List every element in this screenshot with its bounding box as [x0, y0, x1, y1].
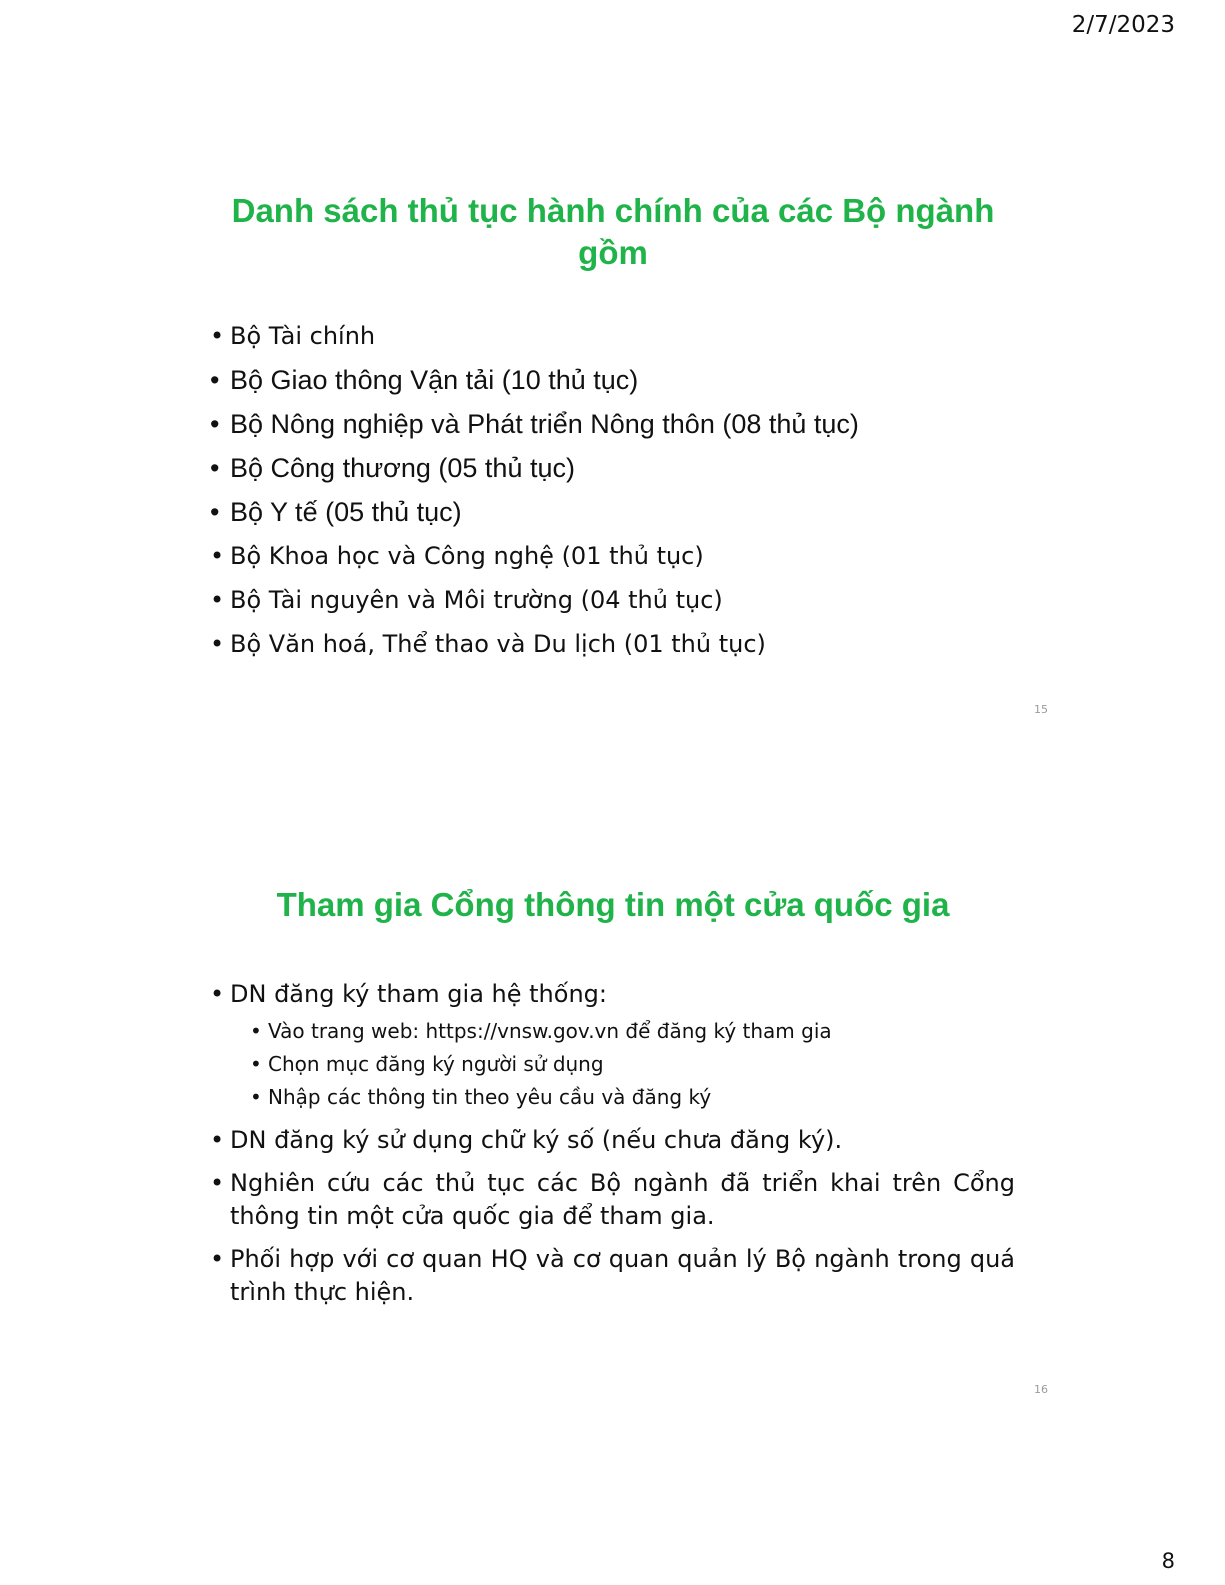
list-item: • Phối hợp với cơ quan HQ và cơ quan quản lý Bộ ngành trong quá trình thực hiện.	[210, 1243, 1015, 1309]
list-item: • Bộ Văn hoá, Thể thao và Du lịch (01 thủ tục)	[210, 622, 859, 666]
slide-number: 16	[1034, 1383, 1048, 1396]
slide-15	[168, 180, 1058, 730]
slide-title: Tham gia Cổng thông tin một cửa quốc gia	[276, 886, 950, 923]
list-item: • Nghiên cứu các thủ tục các Bộ ngành đã triển khai trên Cổng thông tin một cửa quốc gia để tham gia.	[210, 1167, 1015, 1233]
list-item: • Bộ Tài chính	[210, 314, 859, 358]
list-item: • Bộ Tài nguyên và Môi trường (04 thủ tục)	[210, 578, 859, 622]
sub-list	[230, 1015, 1015, 1114]
sub-list-item: • Vào trang web: https://vnsw.gov.vn để đăng ký tham gia	[250, 1015, 1015, 1048]
list-item-text: DN đăng ký tham gia hệ thống:	[230, 980, 607, 1008]
list-item: • Bộ Y tế (05 thủ tục)	[210, 490, 859, 534]
page-date: 2/7/2023	[1071, 12, 1175, 38]
slide-number: 15	[1034, 703, 1048, 716]
list-item	[210, 978, 1015, 1114]
sub-list-item: • Chọn mục đăng ký người sử dụng	[250, 1048, 1015, 1081]
participation-steps	[210, 978, 1015, 1319]
list-item: • DN đăng ký sử dụng chữ ký số (nếu chưa đăng ký).	[210, 1124, 1015, 1157]
list-item: • Bộ Khoa học và Công nghệ (01 thủ tục)	[210, 534, 859, 578]
list-item: • Bộ Giao thông Vận tải (10 thủ tục)	[210, 358, 859, 402]
list-item: • Bộ Nông nghiệp và Phát triển Nông thôn (08 thủ tục)	[210, 402, 859, 446]
page-number: 8	[1161, 1549, 1175, 1573]
sub-list-item: • Nhập các thông tin theo yêu cầu và đăng ký	[250, 1081, 1015, 1114]
ministry-list	[210, 314, 859, 666]
list-item: • Bộ Công thương (05 thủ tục)	[210, 446, 859, 490]
slide-16	[168, 870, 1058, 1410]
slide-title: Danh sách thủ tục hành chính của các Bộ ngành gồm	[231, 192, 995, 271]
